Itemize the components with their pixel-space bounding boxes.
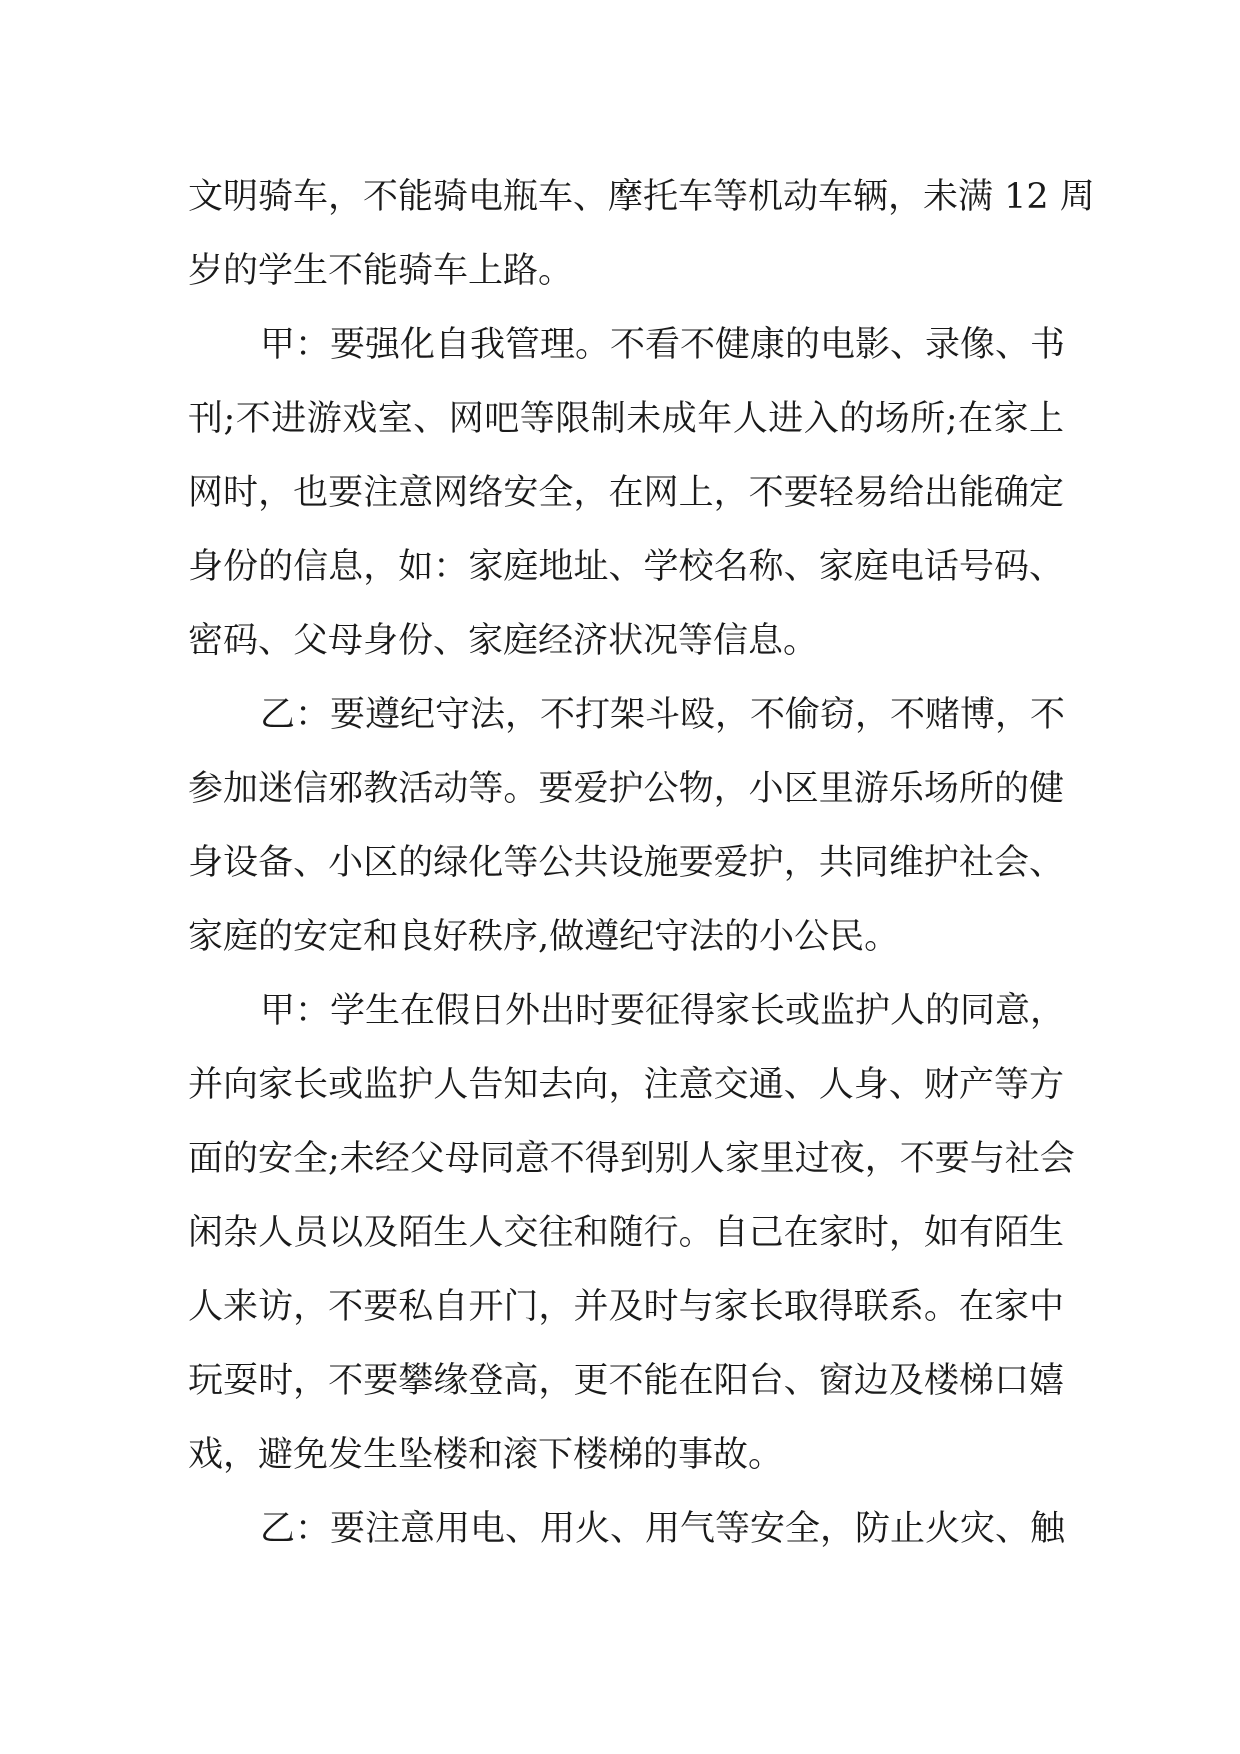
text-line: 并向家长或监护人告知去向，注意交通、人身、财产等方 bbox=[188, 1065, 1064, 1105]
text-line: 文明骑车，不能骑电瓶车、摩托车等机动车辆，未满 12 周 bbox=[188, 177, 1095, 217]
paragraph-3 bbox=[188, 678, 1064, 974]
paragraph-5 bbox=[188, 1492, 1064, 1566]
text-line: 闲杂人员以及陌生人交往和随行。自己在家时，如有陌生 bbox=[188, 1213, 1064, 1253]
document-body bbox=[188, 160, 1095, 1566]
paragraph-1 bbox=[188, 160, 1095, 308]
text-line: 刊;不进游戏室、网吧等限制未成年人进入的场所;在家上 bbox=[188, 399, 1064, 439]
text-line: 玩耍时，不要攀缘登高，更不能在阳台、窗边及楼梯口嬉 bbox=[188, 1361, 1064, 1401]
text-line: 家庭的安定和良好秩序,做遵纪守法的小公民。 bbox=[188, 917, 900, 957]
text-line: 密码、父母身份、家庭经济状况等信息。 bbox=[188, 621, 819, 661]
text-line: 乙：要遵纪守法，不打架斗殴，不偷窃，不赌博，不 bbox=[260, 695, 1066, 735]
paragraph-2 bbox=[188, 308, 1064, 678]
text-line: 岁的学生不能骑车上路。 bbox=[188, 251, 574, 291]
text-line: 乙：要注意用电、用火、用气等安全，防止火灾、触 bbox=[260, 1509, 1066, 1549]
text-line: 身设备、小区的绿化等公共设施要爱护，共同维护社会、 bbox=[188, 843, 1064, 883]
text-line: 身份的信息，如：家庭地址、学校名称、家庭电话号码、 bbox=[188, 547, 1064, 587]
text-line: 网时，也要注意网络安全，在网上，不要轻易给出能确定 bbox=[188, 473, 1064, 513]
text-line: 甲：要强化自我管理。不看不健康的电影、录像、书 bbox=[260, 325, 1066, 365]
text-line: 面的安全;未经父母同意不得到别人家里过夜，不要与社会 bbox=[188, 1139, 1075, 1179]
text-line: 甲：学生在假日外出时要征得家长或监护人的同意， bbox=[260, 991, 1066, 1031]
text-line: 参加迷信邪教活动等。要爱护公物，小区里游乐场所的健 bbox=[188, 769, 1064, 809]
paragraph-4 bbox=[188, 974, 1075, 1492]
text-line: 人来访，不要私自开门，并及时与家长取得联系。在家中 bbox=[188, 1287, 1064, 1327]
text-line: 戏，避免发生坠楼和滚下楼梯的事故。 bbox=[188, 1435, 784, 1475]
